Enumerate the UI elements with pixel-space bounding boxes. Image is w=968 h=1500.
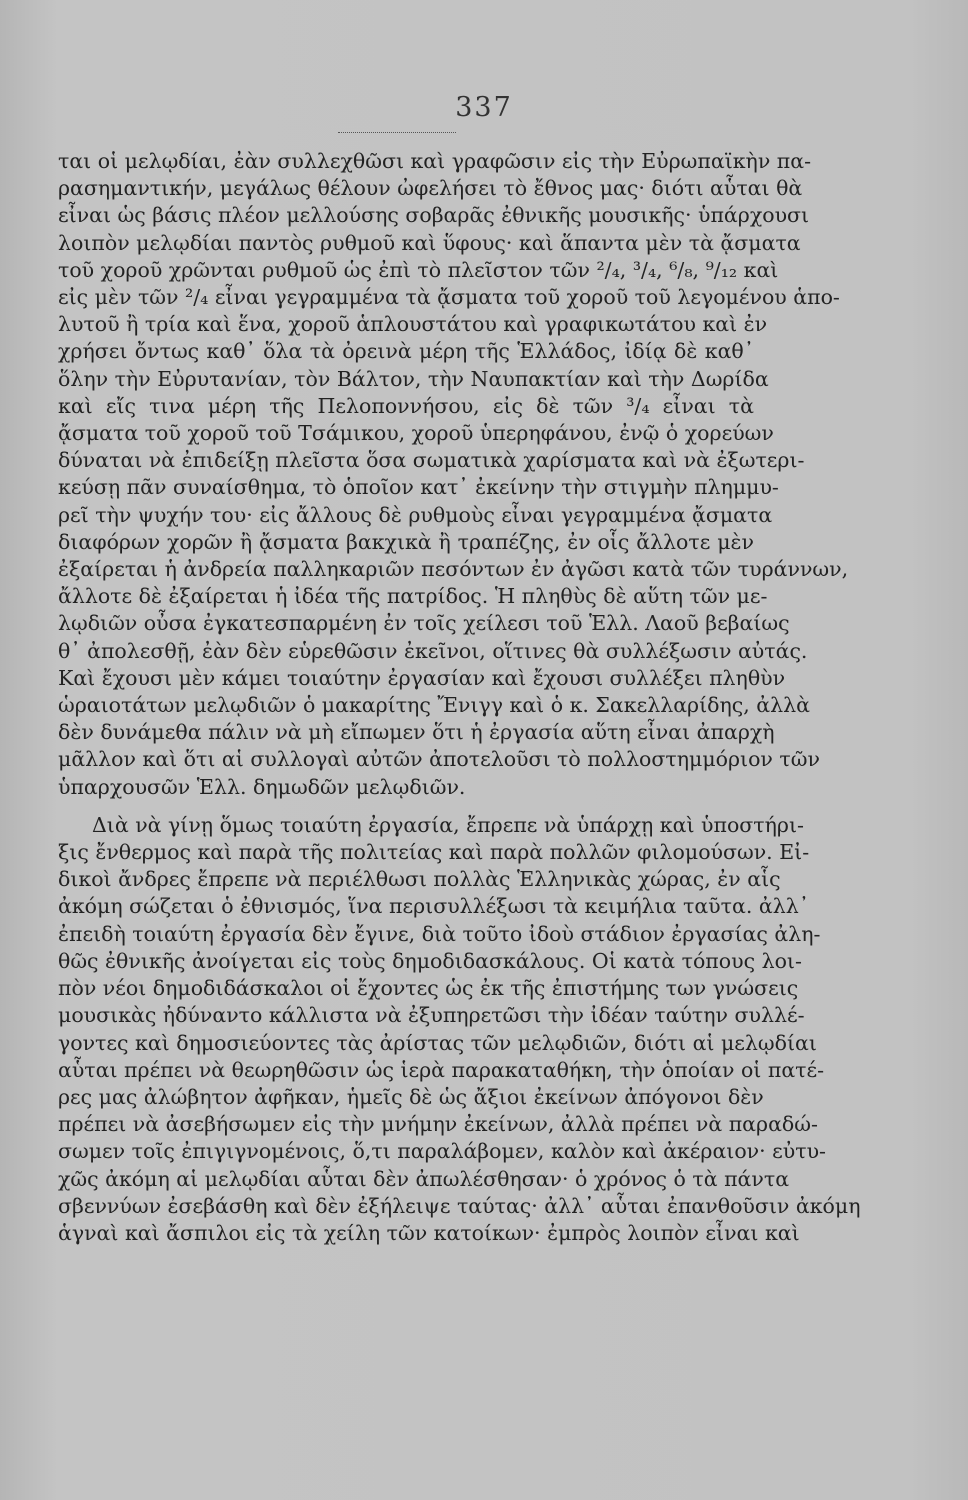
text-line: ὑπαρχουσῶν Ἑλλ. δημωδῶν μελῳδιῶν. [58,774,466,799]
text-line: θ᾽ ἀπολεσθῇ, ἐὰν δὲν εὑρεθῶσιν ἐκεῖνοι, οἵτινες θὰ συλλέξωσιν αὐτάς. [58,638,808,663]
text-line: αὗται πρέπει νὰ θεωρηθῶσιν ὡς ἱερὰ παρακαταθήκη, τὴν ὁποίαν οἱ πατέ- [58,1057,825,1082]
text-line: πὸν νέοι δημοδιδάσκαλοι οἱ ἔχοντες ὡς ἐκ τῆς ἐπιστήμης των γνώσεις [58,976,799,1001]
text-line: πρέπει νὰ ἀσεβήσωμεν εἰς τὴν μνήμην ἐκείνων, ἀλλὰ πρέπει νὰ παραδώ- [58,1112,818,1137]
paragraph-2 [58,812,861,1247]
text-line: λυτοῦ ἢ τρία καὶ ἕνα, χοροῦ ἁπλουστάτου καὶ γραφικωτάτου καὶ ἐν [58,312,768,337]
text-line: ρες μας ἀλώβητον ἀφῆκαν, ἡμεῖς δὲ ὡς ἄξιοι ἐκείνων ἀπόγονοι δὲν [58,1084,764,1109]
text-line: κεύσῃ πᾶν συναίσθημα, τὸ ὁποῖον κατ᾽ ἐκείνην τὴν στιγμὴν πλημμυ- [58,475,779,500]
text-line: ὡραιοτάτων μελῳδιῶν ὁ μακαρίτης Ἔνιγγ καὶ ὁ κ. Σακελλαρίδης, ἀλλὰ [58,693,810,718]
text-line: χῶς ἀκόμη αἱ μελῳδίαι αὗται δὲν ἀπωλέσθησαν· ὁ χρόνος ὁ τὰ πάντα [58,1166,790,1191]
header-rule [338,132,456,133]
text-line: μᾶλλον καὶ ὅτι αἱ συλλογαὶ αὐτῶν ἀποτελοῦσι τὸ πολλοστημμόριον τῶν [58,747,820,772]
text-line: εἶναι ὡς βάσις πλέον μελλούσης σοβαρᾶς ἐθνικῆς μουσικῆς· ὑπάρχουσι [58,203,810,228]
text-line: λῳδιῶν οὖσα ἐγκατεσπαρμένη ἐν τοῖς χείλεσι τοῦ Ἑλλ. Λαοῦ βεβαίως [58,611,790,636]
text-line: χρήσει ὄντως καθ᾽ ὅλα τὰ ὀρεινὰ μέρη τῆς Ἑλλάδος, ἰδίᾳ δὲ καθ᾽ [58,339,754,364]
text-line: εἰς μὲν τῶν ²/₄ εἶναι γεγραμμένα τὰ ᾄσματα τοῦ χοροῦ τοῦ λεγομένου ἁπο- [58,285,840,310]
text-line: ἐπειδὴ τοιαύτη ἐργασία δὲν ἔγινε, διὰ τοῦτο ἰδοὺ στάδιον ἐργασίας ἀλη- [58,921,821,946]
text-line: τοῦ χοροῦ χρῶνται ρυθμοῦ ὡς ἐπὶ τὸ πλεῖστον τῶν ²/₄, ³/₄, ⁶/₈, ⁹/₁₂ καὶ [58,257,779,282]
text-line: θῶς ἐθνικῆς ἀνοίγεται εἰς τοὺς δημοδιδασκάλους. Οἱ κατὰ τόπους λοι- [58,948,802,973]
text-line: σβεννύων ἐσεβάσθη καὶ δὲν ἐξήλειψε ταύτας· ἀλλ᾽ αὗται ἐπανθοῦσιν ἀκόμη [58,1193,861,1218]
text-line: καὶ εἴς τινα μέρη τῆς Πελοποννήσου, εἰς δὲ τῶν ³/₄ εἶναι τὰ [58,393,754,418]
page-number: 337 [455,92,513,123]
text-line: διαφόρων χορῶν ἢ ᾄσματα βακχικὰ ἢ τραπέζης, ἐν οἷς ἄλλοτε μὲν [58,529,754,554]
text-line: Διὰ νὰ γίνῃ ὅμως τοιαύτη ἐργασία, ἔπρεπε νὰ ὑπάρχῃ καὶ ὑποστήρι- [92,812,804,837]
text-line: ξις ἔνθερμος καὶ παρὰ τῆς πολιτείας καὶ παρὰ πολλῶν φιλομούσων. Εἰ- [58,840,810,865]
text-line: ρασημαντικήν, μεγάλως θέλουν ὠφελήσει τὸ ἔθνος μας· διότι αὗται θὰ [58,176,803,201]
body-text [58,148,861,1247]
paragraph-gap [58,801,754,812]
text-line: γοντες καὶ δημοσιεύοντες τὰς ἀρίστας τῶν μελῳδιῶν, διότι αἱ μελῳδίαι [58,1030,817,1055]
text-line: ἀκόμη σώζεται ὁ ἐθνισμός, ἵνα περισυλλέξωσι τὰ κειμήλια ταῦτα. ἀλλ᾽ [58,894,809,919]
text-line: ἄλλοτε δὲ ἐξαίρεται ἡ ἰδέα τῆς πατρίδος. Ἡ πληθὺς δὲ αὕτη τῶν με- [58,584,768,609]
text-line: ται οἱ μελῳδίαι, ἐὰν συλλεχθῶσι καὶ γραφῶσιν εἰς τὴν Εὐρωπαϊκὴν πα- [58,149,812,173]
text-line: ᾄσματα τοῦ χοροῦ τοῦ Τσάμικου, χοροῦ ὑπερηφάνου, ἐνῷ ὁ χορεύων [58,421,774,446]
text-line: ἐξαίρεται ἡ ἀνδρεία παλληκαριῶν πεσόντων ἐν ἀγῶσι κατὰ τῶν τυράννων, [58,557,849,582]
text-line: ὅλην τὴν Εὐρυτανίαν, τὸν Βάλτον, τὴν Ναυπακτίαν καὶ τὴν Δωρίδα [58,366,769,391]
text-line: σωμεν τοῖς ἐπιγιγνομένοις, ὅ,τι παραλάβομεν, καλὸν καὶ ἀκέραιον· εὐτυ- [58,1139,826,1164]
text-line: Καὶ ἔχουσι μὲν κάμει τοιαύτην ἐργασίαν καὶ ἔχουσι συλλέξει πληθὺν [58,665,786,690]
text-line: ρεῖ τὴν ψυχήν του· εἰς ἄλλους δὲ ρυθμοὺς εἶναι γεγραμμένα ᾄσματα [58,502,773,527]
text-line: δύναται νὰ ἐπιδείξῃ πλεῖστα ὅσα σωματικὰ χαρίσματα καὶ νὰ ἐξωτερι- [58,448,805,473]
text-line: δικοὶ ἄνδρες ἔπρεπε νὰ περιέλθωσι πολλὰς Ἑλληνικὰς χώρας, ἐν αἷς [58,867,781,892]
text-line: λοιπὸν μελῳδίαι παντὸς ρυθμοῦ καὶ ὕφους· καὶ ἅπαντα μὲν τὰ ᾄσματα [58,230,801,255]
text-line: δὲν δυνάμεθα πάλιν νὰ μὴ εἴπωμεν ὅτι ἡ ἐργασία αὕτη εἶναι ἀπαρχὴ [58,720,775,745]
paragraph-1 [58,148,849,801]
text-line: μουσικὰς ἠδύναντο κάλλιστα νὰ ἐξυπηρετῶσι τὴν ἰδέαν ταύτην συλλέ- [58,1003,805,1028]
text-line: ἁγναὶ καὶ ἄσπιλοι εἰς τὰ χείλη τῶν κατοίκων· ἐμπρὸς λοιπὸν εἶναι καὶ [58,1220,800,1245]
